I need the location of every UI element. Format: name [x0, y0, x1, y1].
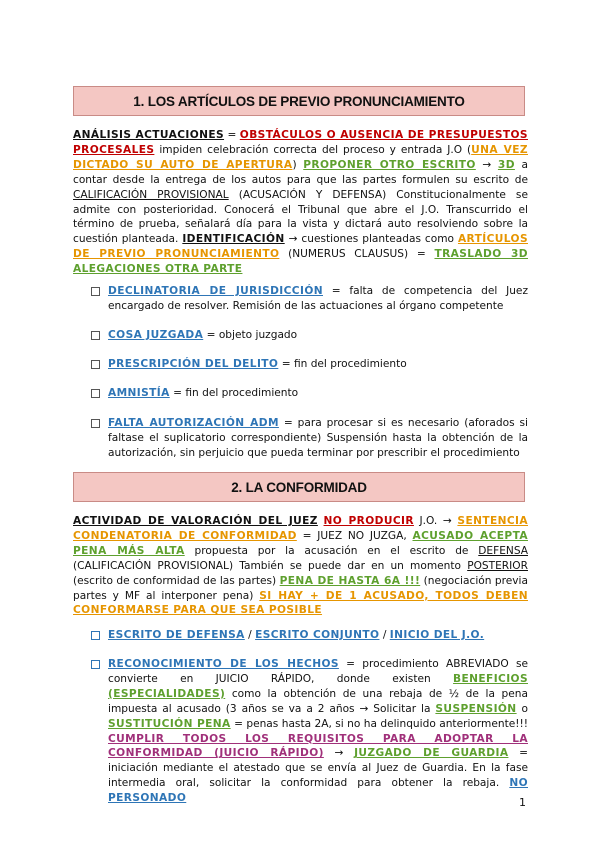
term-acusado-acepta: ACUSADO ACEPTA PENA MÁS ALTA	[73, 529, 528, 557]
term-pena-6a: PENA DE HASTA 6A !!!	[279, 574, 421, 587]
list-item	[91, 386, 528, 401]
term-suspension: SUSPENSIÓN	[435, 702, 517, 715]
term-todos-conformarse: SI HAY + DE 1 ACUSADO, TODOS DEBEN CONFORMARSE PARA QUE SEA POSIBLE	[73, 589, 528, 617]
term-articulos-previo: ARTÍCULOS DE PREVIO PRONUNCIAMIENTO	[73, 233, 528, 261]
term-cumplir-requisitos: CUMPLIR TODOS LOS REQUISITOS PARA ADOPTAR LA CONFORMIDAD (JUICIO RÁPIDO)	[108, 732, 528, 760]
term-sustitucion: SUSTITUCIÓN PENA	[108, 717, 231, 730]
term-obstaculos: OBSTÁCULOS O AUSENCIA DE PRESUPUESTOS PROCESALES	[73, 129, 528, 156]
term-actividad-valoracion: ACTIVIDAD DE VALORACIÓN DEL JUEZ	[73, 515, 318, 527]
section-2-title: 2. LA CONFORMIDAD	[231, 479, 367, 495]
term-analisis-actuaciones: ANÁLISIS ACTUACIONES	[73, 129, 225, 141]
term-calificacion-provisional: CALIFICACIÓN PROVISIONAL	[73, 188, 229, 201]
term-defensa: DEFENSA	[478, 544, 528, 557]
item-term: AMNISTÍA	[108, 387, 170, 399]
item-desc: = falta de competencia del Juez encargado de resolver. Remisión de las actuaciones al órgano competente	[108, 285, 528, 312]
term-traslado: TRASLADO 3D ALEGACIONES OTRA PARTE	[73, 248, 529, 276]
checkbox[interactable]	[91, 631, 100, 640]
item-desc: = fin del procedimiento	[278, 358, 407, 370]
list-item: ESCRITO DE DEFENSA / ESCRITO CONJUNTO / INICIO DEL J.O.	[91, 628, 528, 643]
term-juzgado-guardia: JUZGADO DE GUARDIA	[354, 747, 509, 760]
term-3d: 3D	[497, 158, 515, 171]
term-beneficios: BENEFICIOS (ESPECIALIDADES)	[108, 672, 528, 700]
section-2-paragraph: ACTIVIDAD DE VALORACIÓN DEL JUEZ NO PRODUCIR J.O. → SENTENCIA CONDENATORIA DE CONFORMIDAD = JUEZ NO JUZGA, ACUSADO ACEPTA PENA MÁS ALTA propuesta por la acusación en el escrito de DEFENSA (CALIFICACIÓN PROVISIONAL) También se puede dar en un momento POSTERIOR (escrito de conformidad de las partes) PENA DE HASTA 6A !!! (negociación previa partes y MF al interponer pena) SI HAY + DE 1 ACUSADO, TODOS DEBEN CONFORMARSE PARA QUE SEA POSIBLE	[73, 515, 528, 617]
item-desc: = fin del procedimiento	[169, 387, 299, 399]
term-posterior: POSTERIOR	[467, 559, 528, 572]
item-term: DECLINATORIA DE JURISDICCIÓN	[108, 285, 323, 297]
section-1-paragraph: ANÁLISIS ACTUACIONES = OBSTÁCULOS O AUSENCIA DE PRESUPUESTOS PROCESALES impiden celebración correcta del proceso y entrada J.O (UNA VEZ DICTADO SU AUTO DE APERTURA) PROPONER OTRO ESCRITO → 3D a contar desde la entrega de los autos para que las partes formulen su escrito de CALIFICACIÓN PROVISIONAL (ACUSACIÓN Y DEFENSA) Constitucionalmente se admite con posterioridad. Conocerá el Tribunal que abre el J.O. Transcurrido el término de prueba, señalará día para la vista y dictará auto resolviendo sobre la cuestión planteada. IDENTIFICACIÓN → cuestiones planteadas como ARTÍCULOS DE PREVIO PRONUNCIAMIENTO (NUMERUS CLAUSUS) = TRASLADO 3D ALEGACIONES OTRA PARTE	[73, 129, 529, 276]
checkbox[interactable]	[91, 660, 100, 669]
checkbox[interactable]	[91, 389, 100, 398]
item-term: INICIO DEL J.O.	[389, 629, 485, 641]
item-term: PRESCRIPCIÓN DEL DELITO	[108, 358, 279, 370]
term-identificacion: IDENTIFICACIÓN	[182, 233, 285, 246]
term-proponer-escrito: PROPONER OTRO ESCRITO	[303, 158, 476, 171]
term-sentencia-condenatoria: SENTENCIA CONDENATORIA DE CONFORMIDAD	[73, 515, 528, 542]
item-term: COSA JUZGADA	[108, 329, 204, 341]
item-term: FALTA AUTORIZACIÓN ADM	[108, 417, 279, 429]
item-desc: = para procesar si es necesario (aforados si faltase el suplicatorio correspondiente) Suspensión hasta la obtención de la autorización, sin perjuicio que pueda terminar por prescribir el procedimiento	[108, 417, 528, 459]
term-auto-apertura: UNA VEZ DICTADO SU AUTO DE APERTURA	[73, 143, 528, 171]
term-no-personado: NO PERSONADO	[108, 777, 528, 805]
list-item	[91, 416, 528, 461]
item-term: RECONOCIMIENTO DE LOS HECHOS	[108, 658, 339, 670]
list-item	[91, 357, 528, 372]
item-term: ESCRITO CONJUNTO	[255, 629, 380, 641]
list-item: RECONOCIMIENTO DE LOS HECHOS = procedimiento ABREVIADO se convierte en JUICIO RÁPIDO, donde existen BENEFICIOS (ESPECIALIDADES) como la obtención de una rebaja de ½ de la pena impuesta al acusado (3 años se va a 2 años → Solicitar la SUSPENSIÓN o SUSTITUCIÓN PENA = penas hasta 2A, si no ha delinquido anteriormente!!! CUMPLIR TODOS LOS REQUISITOS PARA ADOPTAR LA CONFORMIDAD (JUICIO RÁPIDO) → JUZGADO DE GUARDIA = iniciación mediante el atestado que se envía al Juez de Guardia. En la fase intermedia oral, solicitar la conformidad para obtener la rebaja. NO PERSONADO	[91, 657, 528, 777]
checkbox[interactable]	[91, 331, 100, 340]
item-term: ESCRITO DE DEFENSA	[108, 629, 245, 641]
section-2-heading	[73, 472, 525, 502]
item-desc: = objeto juzgado	[203, 329, 298, 341]
checkbox[interactable]	[91, 360, 100, 369]
section-1-heading	[73, 86, 525, 116]
term-no-producir: NO PRODUCIR	[323, 515, 414, 527]
checkbox[interactable]	[91, 287, 100, 296]
section-1-title: 1. LOS ARTÍCULOS DE PREVIO PRONUNCIAMIENTO	[133, 93, 465, 109]
list-item	[91, 328, 528, 343]
list-item	[91, 284, 528, 314]
page-number: 1	[519, 796, 526, 809]
checkbox[interactable]	[91, 419, 100, 428]
